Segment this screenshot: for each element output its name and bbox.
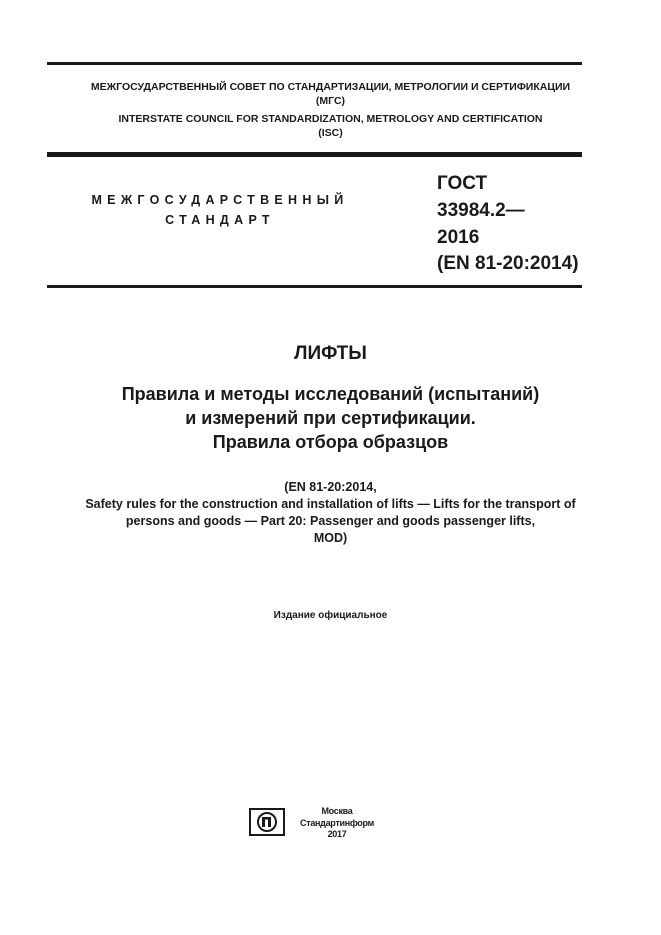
gost-year: 2016: [437, 227, 480, 248]
standard-type-line2: СТАНДАРТ: [165, 213, 275, 227]
subtitle-line1: Правила и методы исследований (испытаний): [121, 384, 540, 404]
council-abbr-en: (ISC): [318, 127, 343, 139]
header-bottom-rule: [47, 285, 582, 288]
gost-label: ГОСТ: [437, 173, 488, 194]
page-title: ЛИФТЫ: [294, 343, 367, 364]
subtitle-line3: Правила отбора образцов: [212, 432, 449, 452]
gost-en-reference: (EN 81-20:2014): [437, 253, 579, 274]
council-abbr-ru: (МГС): [315, 95, 346, 107]
council-name-ru: МЕЖГОСУДАРСТВЕННЫЙ СОВЕТ ПО СТАНДАРТИЗАЦИИ, МЕТРОЛОГИИ И СЕРТИФИКАЦИИ: [90, 81, 571, 93]
publisher-name: Стандартинформ: [300, 817, 374, 828]
publisher-city: Москва: [321, 806, 353, 816]
subtitle-line2: и измерений при сертификации.: [185, 408, 476, 428]
standartinform-logo-icon: [249, 808, 285, 836]
top-rule: [47, 62, 582, 65]
en-reference-line2: Safety rules for the construction and installation of lifts — Lifts for the transport of: [85, 497, 576, 511]
en-reference-line1: (EN 81-20:2014,: [284, 480, 377, 494]
council-name-en: INTERSTATE COUNCIL FOR STANDARDIZATION, METROLOGY AND CERTIFICATION: [118, 113, 543, 125]
header-thick-rule: [47, 152, 582, 157]
gost-number: 33984.2—: [437, 200, 525, 221]
publisher-year: 2017: [327, 829, 347, 839]
edition-label: Издание официальное: [273, 610, 388, 621]
publisher-block: [296, 806, 378, 841]
standard-type-line1: МЕЖГОСУДАРСТВЕННЫЙ: [91, 193, 349, 207]
en-reference-line3: persons and goods — Part 20: Passenger and goods passenger lifts,: [125, 514, 536, 528]
en-reference-line4: MOD): [313, 531, 348, 545]
